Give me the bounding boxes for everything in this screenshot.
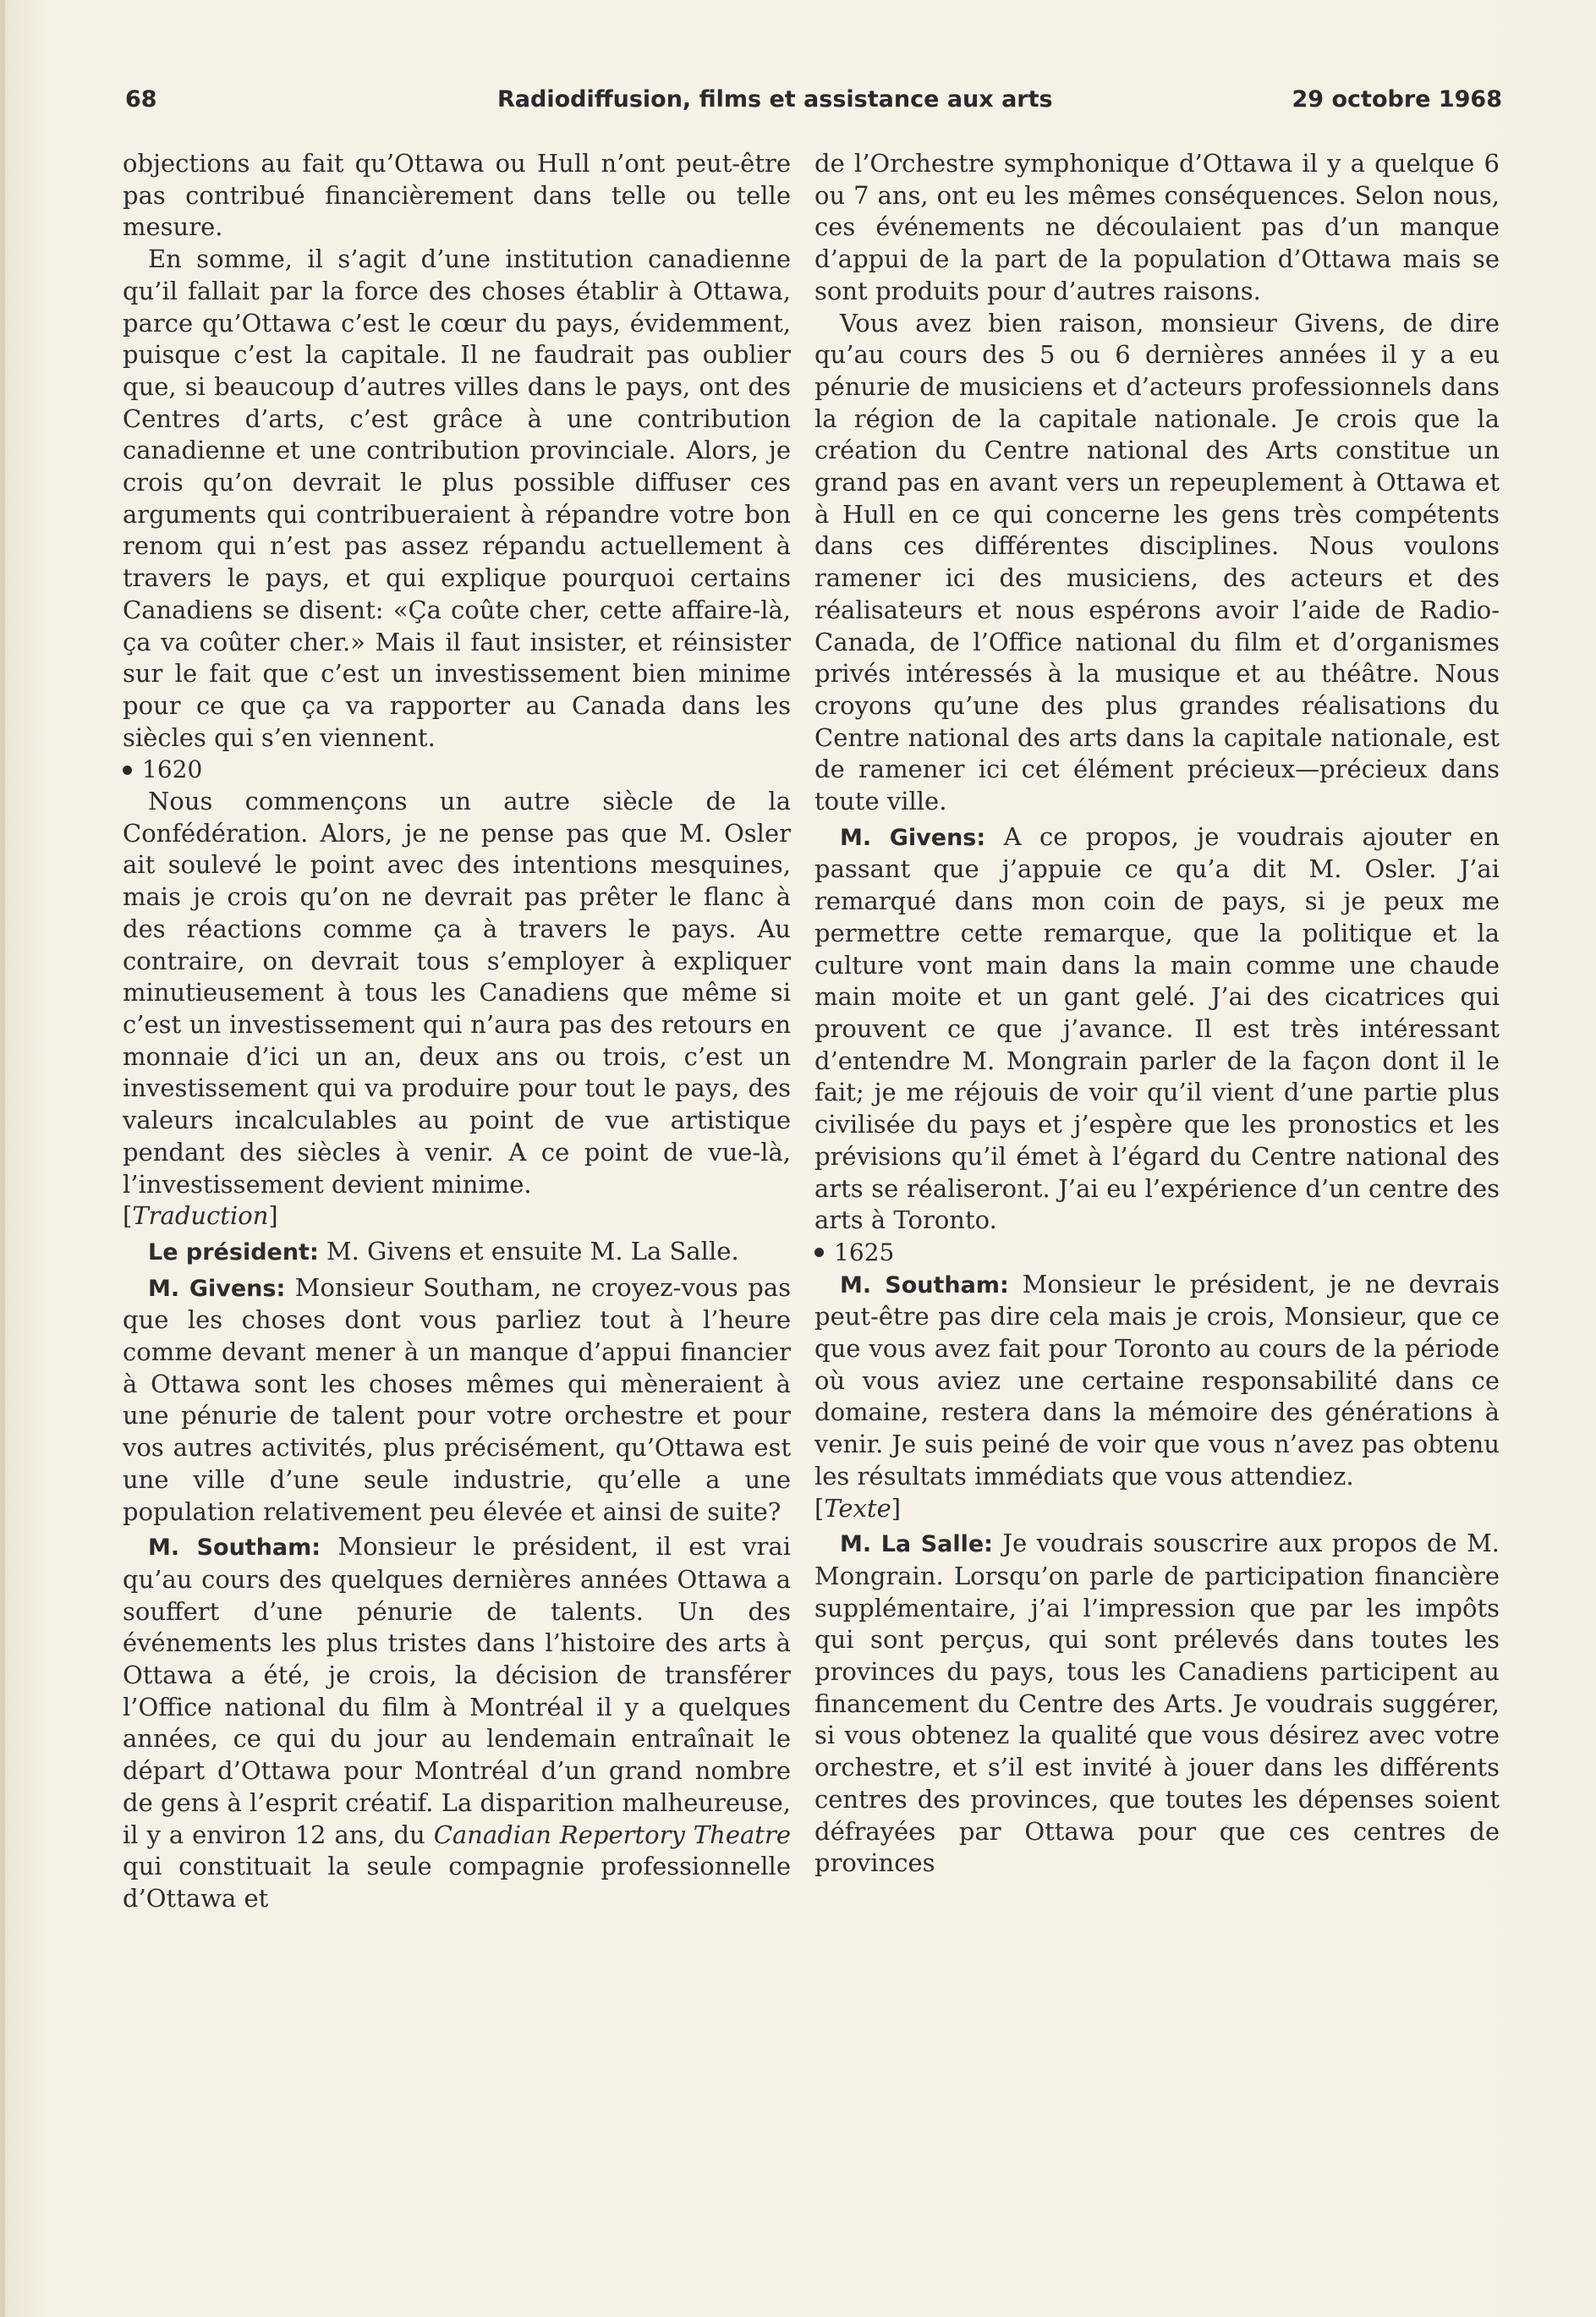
section-tag: [Texte] [814,1493,902,1523]
page-header [125,86,1502,120]
time-marker [814,1237,1500,1269]
speech-text: Je voudrais souscrire aux propos de M. Mongrain. Lorsqu’on parle de participation financière supplémentaire, j’ai l’impression que par les impôts qui sont perçus, qui sont prélevés dans toutes les provinces du pays, tous les Canadiens participent au financement du Centre des Arts. Je voudrais suggérer, si vous obtenez la qualité que vous désirez avec votre orchestre, et s’il est invité à jouer dans les différents centres des provinces, que toutes les dépenses soient défrayées par Ottawa pour que ces centres de provinces [814,1529,1500,1878]
bullet-icon [123,766,132,775]
time-marker-label: 1625 [834,1238,895,1266]
speech [814,1528,1500,1880]
speaker-name: M. Givens: [840,824,986,851]
paragraph: de l’Orchestre symphonique d’Ottawa il y a quelque 6 ou 7 ans, ont eu les mêmes conséquences. Selon nous, ces événements ne découlaient pas d’un manque d’appui de la part de la population d’Ottawa mais se sont produits pour d’autres raisons. [814,149,1500,305]
speaker-name: Le président: [148,1238,319,1266]
running-title: Radiodiffusion, films et assistance aux arts [497,86,1053,113]
time-marker-label: 1620 [142,755,203,784]
speech [814,1269,1500,1493]
speech-text-italic: Canadian Repertory Theatre [433,1820,791,1849]
speech-text: qui constituait la seule compagnie professionnelle d’Ottawa et [123,1852,791,1913]
bullet-icon [814,1248,824,1257]
speech [123,1531,791,1914]
section-tag-label: Traduction [132,1201,269,1231]
time-marker [123,754,791,786]
right-column [814,148,1500,1880]
paragraph: Vous avez bien raison, monsieur Givens, de dire qu’au cours des 5 ou 6 dernières années il y a eu pénurie de musiciens et d’acteurs professionnels dans la région de la capitale nationale. Je crois que la création du Centre national des Arts constitue un grand pas en avant vers un repeuplement à Ottawa et à Hull en ce qui concerne les gens très compétents dans ces différentes disciplines. Nous voulons ramener ici des musiciens, des acteurs et des réalisateurs et nous espérons avoir l’aide de Radio-Canada, de l’Office national du film et d’organismes privés intéressés à la musique et au théâtre. Nous croyons qu’une des plus grandes réalisations du Centre national des arts dans la capitale nationale, est de ramener ici cet élément précieux—précieux dans toute ville. [814,308,1500,816]
speech [123,1236,791,1269]
section-tag: [Traduction] [123,1201,278,1231]
speaker-name: M. Givens: [148,1275,286,1302]
speech-text: A ce propos, je voudrais ajouter en passant que j’appuie ce qu’a dit M. Osler. J’ai remarqué dans mon coin de pays, si je peux me permettre cette remarque, que la politique et la culture vont main dans la main comme une chaude main moite et un gant gelé. J’ai des cicatrices qui prouvent ce que j’avance. Il est très intéressant d’entendre M. Mongrain parler de la façon dont il le fait; je me réjouis de voir qu’il vient d’une partie plus civilisée du pays et j’espère que les pronostics et les prévisions qu’il émet à l’égard du Centre national des arts se réaliseront. J’ai eu l’expérience d’un centre des arts à Toronto. [814,821,1500,1235]
speech [123,1272,791,1529]
paragraph: En somme, il s’agit d’une institution canadienne qu’il fallait par la force des choses établir à Ottawa, parce qu’Ottawa c’est le cœur du pays, évidemment, puisque c’est la capitale. Il ne faudrait pas oublier que, si beaucoup d’autres villes dans le pays, ont des Centres d’arts, c’est grâce à une contribution canadienne et une contribution provinciale. Alors, je crois qu’on devrait le plus possible diffuser ces arguments qui contribueraient à répandre votre bon renom qui n’est pas assez répandu actuellement à travers le pays, et qui explique pourquoi certains Canadiens se disent: «Ça coûte cher, cette affaire-là, ça va coûter cher.» Mais il faut insister, et réinsister sur le fait que c’est un investissement bien minime pour ce que ça va rapporter au Canada dans les siècles qui s’en viennent. [123,244,791,752]
page-edge [0,0,5,2317]
speech-text: M. Givens et ensuite M. La Salle. [326,1236,739,1266]
speaker-name: M. La Salle: [840,1531,993,1558]
header-date: 29 octobre 1968 [1292,86,1502,113]
left-column [123,148,791,1915]
section-tag-label: Texte [824,1493,891,1523]
speech-text: Monsieur le président, il est vrai qu’au cours des quelques dernières années Ottawa a souffert d’une pénurie de talents. Un des événements les plus tristes dans l’histoire des arts à Ottawa a été, je crois, la décision de transférer l’Office national du film à Montréal il y a quelques années, ce qui du jour au lendemain entraînait le départ d’Ottawa pour Montréal d’un grand nombre de gens à l’esprit créatif. La disparition malheureuse, il y a environ 12 ans, du [123,1532,791,1849]
paragraph: objections au fait qu’Ottawa ou Hull n’ont peut-être pas contribué financièrement dans telle ou telle mesure. [123,149,791,242]
speech [814,821,1500,1237]
paragraph: Nous commençons un autre siècle de la Confédération. Alors, je ne pense pas que M. Osler ait soulevé le point avec des intentions mesquines, mais je crois qu’on ne devrait pas prêter le flanc à des réactions comme ça à travers le pays. Au contraire, on devrait tous s’employer à expliquer minutieusement à tous les Canadiens que même si c’est un investissement qui n’aura pas des retours en monnaie d’ici un an, deux ans ou trois, c’est un investissement qui va produire pour tout le pays, des valeurs incalculables au point de vue artistique pendant des siècles à venir. A ce point de vue-là, l’investissement devient minime. [123,787,791,1199]
speech-text: Monsieur Southam, ne croyez-vous pas que les choses dont vous parliez tout à l’heure comme devant mener à un manque d’appui financier à Ottawa sont les choses mêmes qui mèneraient à une pénurie de talent pour votre orchestre et pour vos autres activités, plus précisément, qu’Ottawa est une ville d’une seule industrie, qu’elle a une population relativement peu élevée et ainsi de suite? [123,1272,792,1526]
speech-text: Monsieur le président, je ne devrais peut-être pas dire cela mais je crois, Monsieur, que ce que vous avez fait pour Toronto au cours de la période où vous aviez une certaine responsabilité dans ce domaine, restera dans la mémoire des générations à venir. Je suis peiné de voir que vous n’avez pas obtenu les résultats immédiats que vous attendiez. [814,1269,1500,1491]
speaker-name: M. Southam: [148,1535,321,1562]
page-number: 68 [125,86,157,113]
speaker-name: M. Southam: [840,1271,1009,1299]
